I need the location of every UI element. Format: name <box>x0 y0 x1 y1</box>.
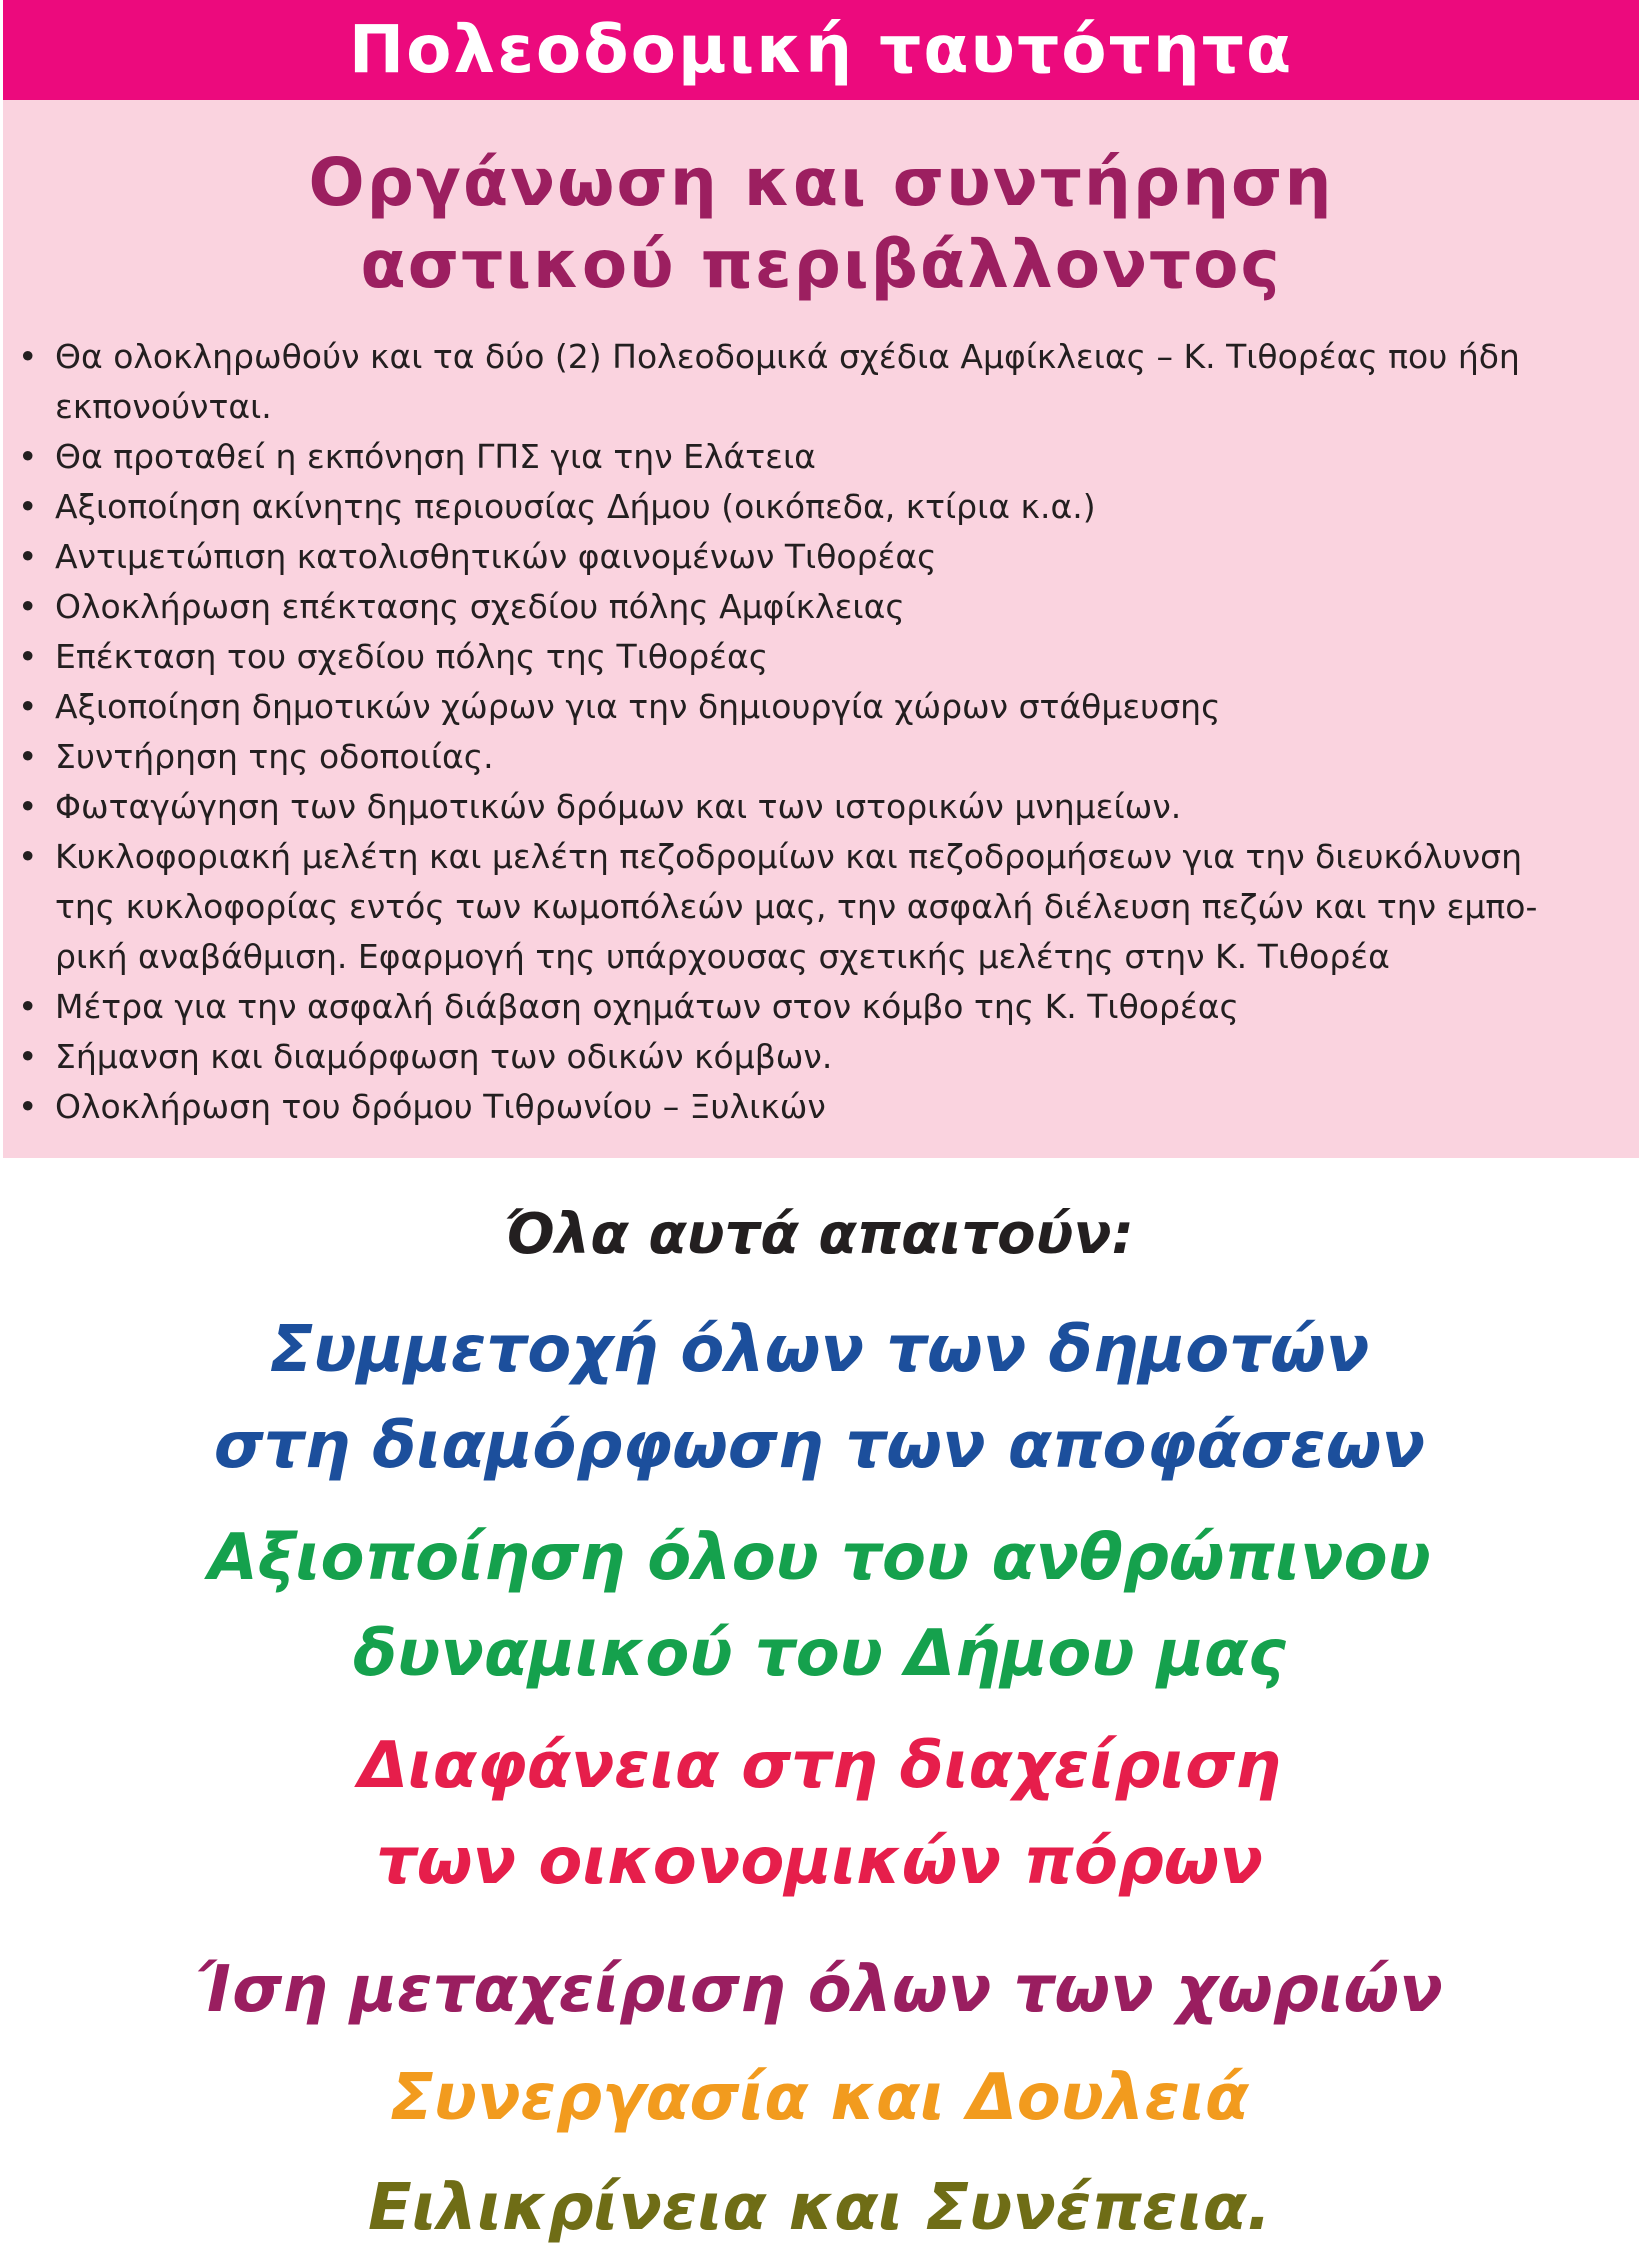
list-item <box>3 532 1639 582</box>
slogan-participation-line1: Συμμετοχή όλων των δημοτών <box>269 1313 1370 1387</box>
bullet-icon: • <box>18 337 38 376</box>
bullet-icon: • <box>18 537 38 576</box>
list-item <box>3 732 1639 782</box>
list-item-line: Σήμανση και διαμόρφωση των οδικών κόμβων. <box>55 1037 833 1076</box>
bullet-list <box>3 332 1639 1132</box>
bullet-icon: • <box>18 687 38 726</box>
list-item <box>3 332 1639 432</box>
list-item <box>3 832 1639 982</box>
slogan-cooperation: Συνεργασία και Δουλειά <box>390 2061 1249 2135</box>
bullet-icon: • <box>18 787 38 826</box>
list-item <box>3 682 1639 732</box>
list-item-line: Κυκλοφοριακή μελέτη και μελέτη πεζοδρομίων και πεζοδρομήσεων για την διευκόλυνση <box>55 837 1522 876</box>
list-item <box>3 782 1639 832</box>
bullet-icon: • <box>18 837 38 876</box>
slogan-participation-line2: στη διαμόρφωση των αποφάσεων <box>213 1409 1426 1483</box>
list-item <box>3 982 1639 1032</box>
section-title-line1: Οργάνωση και συντήρηση <box>308 144 1334 221</box>
list-item-line: Αξιοποίηση δημοτικών χώρων για την δημιουργία χώρων στάθμευσης <box>55 687 1221 726</box>
list-item-line: Μέτρα για την ασφαλή διάβαση οχημάτων στον κόμβο της Κ. Τιθορέας <box>55 987 1239 1026</box>
list-item <box>3 1082 1639 1132</box>
slogan-participation <box>0 1302 1639 1494</box>
section-title-line2: αστικού περιβάλλοντος <box>360 226 1282 303</box>
slogan-human-resources-line2: δυναμικού του Δήμου μας <box>353 1617 1286 1691</box>
slogan-human-resources <box>0 1510 1639 1702</box>
list-item <box>3 482 1639 532</box>
bullet-icon: • <box>18 1087 38 1126</box>
list-item-line: Επέκταση του σχεδίου πόλης της Τιθορέας <box>55 637 769 676</box>
slogan-transparency <box>0 1718 1639 1910</box>
list-item-line: Αξιοποίηση ακίνητης περιουσίας Δήμου (οικόπεδα, κτίρια κ.α.) <box>55 487 1096 526</box>
list-item-line: ρική αναβάθμιση. Εφαρμογή της υπάρχουσας σχετικής μελέτης στην Κ. Τιθορέα <box>55 937 1390 976</box>
header-title: Πολεοδομική ταυτότητα <box>3 0 1639 100</box>
slogan-transparency-line2: των οικονομικών πόρων <box>376 1825 1263 1899</box>
list-item-line: Φωταγώγηση των δημοτικών δρόμων και των ιστορικών μνημείων. <box>55 787 1182 826</box>
list-item-line: Ολοκλήρωση επέκτασης σχεδίου πόλης Αμφίκλειας <box>55 587 905 626</box>
list-item-line: Αντιμετώπιση κατολισθητικών φαινομένων Τιθορέας <box>55 537 937 576</box>
bullet-icon: • <box>18 637 38 676</box>
list-item-line: Ολοκλήρωση του δρόμου Τιθρωνίου – Ξυλικών <box>55 1087 826 1126</box>
list-item <box>3 432 1639 482</box>
bullet-icon: • <box>18 737 38 776</box>
list-item <box>3 1032 1639 1082</box>
list-item <box>3 632 1639 682</box>
list-item-line: Συντήρηση της οδοποιίας. <box>55 737 494 776</box>
section-panel <box>3 100 1639 1158</box>
list-item <box>3 582 1639 632</box>
list-item-line: εκπονούνται. <box>55 387 272 426</box>
slogan-equal-treatment: Ίση μεταχείριση όλων των χωριών <box>196 1953 1443 2027</box>
bullet-icon: • <box>18 987 38 1026</box>
section-title <box>3 142 1639 306</box>
list-item-line: της κυκλοφορίας εντός των κωμοπόλεών μας, την ασφαλή διέλευση πεζών και την εμπο- <box>55 887 1538 926</box>
list-item-line: Θα προταθεί η εκπόνηση ΓΠΣ για την Ελάτεια <box>55 437 816 476</box>
bullet-icon: • <box>18 1037 38 1076</box>
slogan-transparency-line1: Διαφάνεια στη διαχείριση <box>358 1729 1281 1803</box>
requirements-heading: Όλα αυτά απαιτούν: <box>505 1202 1134 1267</box>
bullet-icon: • <box>18 487 38 526</box>
bullet-icon: • <box>18 437 38 476</box>
list-item-line: Θα ολοκληρωθούν και τα δύο (2) Πολεοδομικά σχέδια Αμφίκλειας – Κ. Τιθορέας που ήδη <box>55 337 1520 376</box>
slogan-honesty: Ειλικρίνεια και Συνέπεια. <box>368 2171 1271 2245</box>
bullet-icon: • <box>18 587 38 626</box>
slogan-human-resources-line1: Αξιοποίηση όλου του ανθρώπινου <box>208 1521 1431 1595</box>
